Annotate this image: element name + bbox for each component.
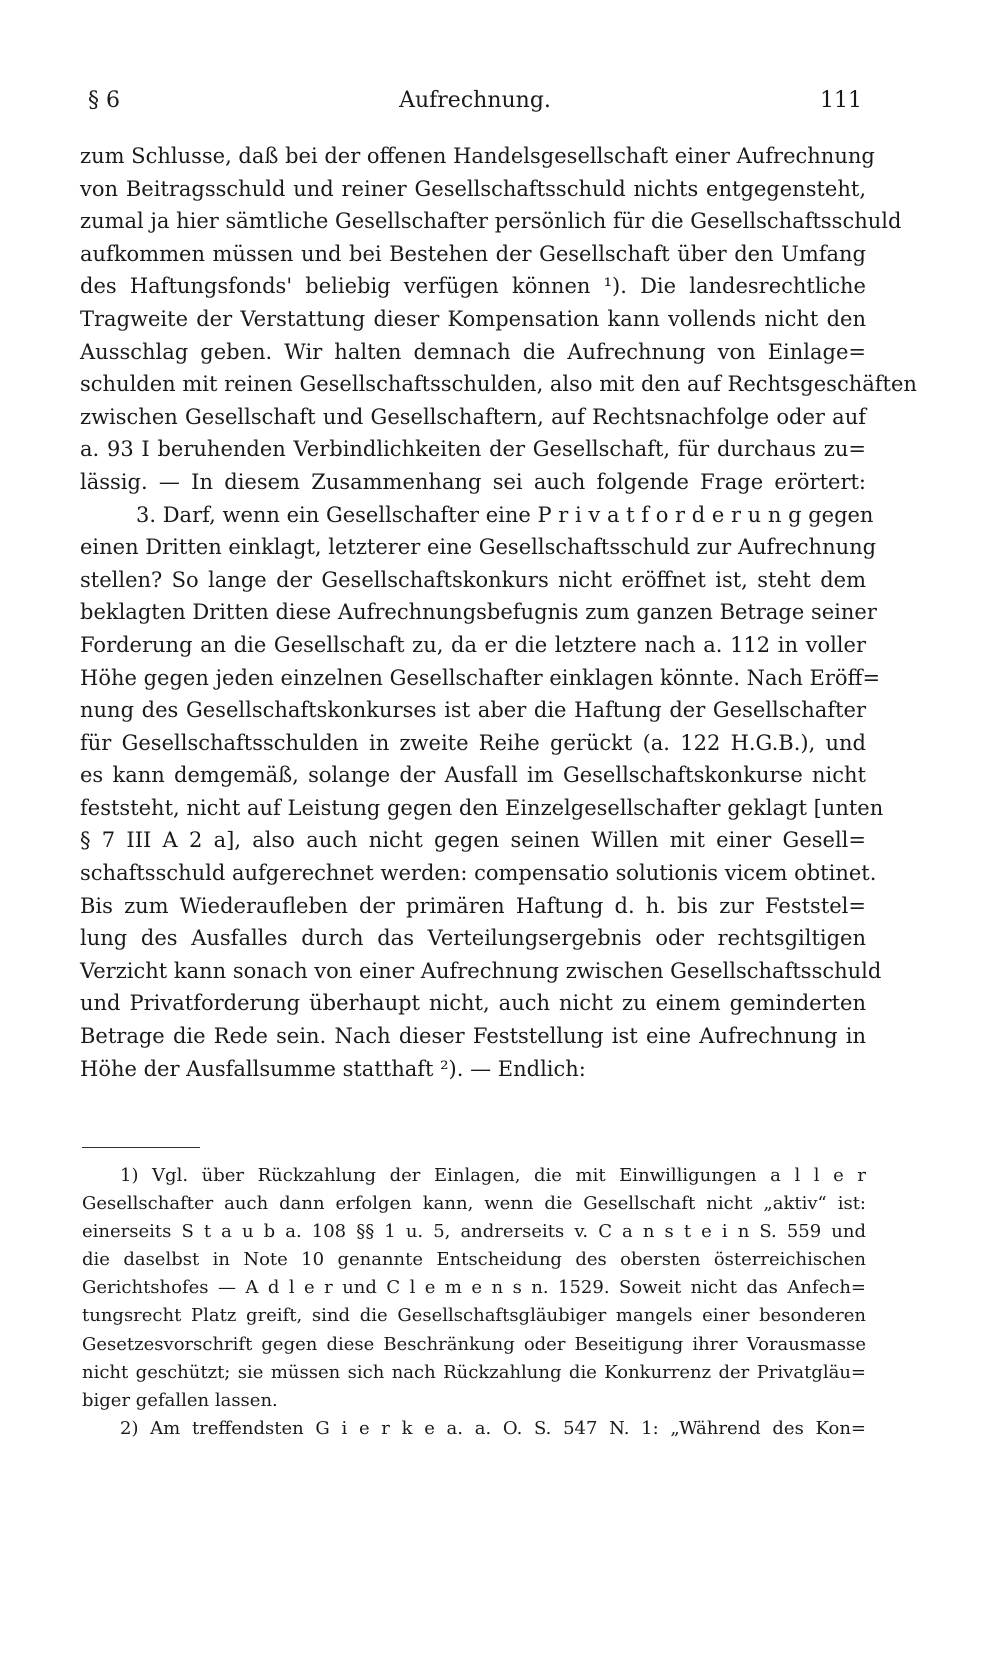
text-line: nung des Gesellschaftskonkurses ist aber die Haftung der Gesellschafter <box>80 698 866 723</box>
text-line: es kann demgemäß, solange der Ausfall im Gesellschaftskonkurse nicht <box>80 763 866 788</box>
main-text <box>80 140 917 1085</box>
text-line: 3. Darf, wenn ein Gesellschafter eine P r i v a t f o r d e r u n g gegen <box>136 502 874 527</box>
text-line: schaftsschuld aufgerechnet werden: compensatio solutionis vicem obtinet. <box>80 861 877 886</box>
footnote-divider <box>82 1147 200 1148</box>
text-line: lässig. — In diesem Zusammenhang sei auch folgende Frage erörtert: <box>80 469 866 494</box>
text-line: Bis zum Wiederaufleben der primären Haftung d. h. bis zur Feststel= <box>80 893 866 918</box>
page-number: 111 <box>820 88 862 113</box>
text-line: § 7 III A 2 a], also auch nicht gegen seinen Willen mit einer Gesell= <box>80 828 866 853</box>
text-line: zwischen Gesellschaft und Gesellschaftern, auf Rechtsnachfolge oder auf <box>80 404 866 429</box>
footnote-line: nicht geschützt; sie müssen sich nach Rückzahlung die Konkurrenz der Privatgläu= <box>82 1361 866 1383</box>
text-line: zumal ja hier sämtliche Gesellschafter persönlich für die Gesellschaftsschuld <box>80 209 902 234</box>
text-line: einen Dritten einklagt, letzterer eine Gesellschaftsschuld zur Aufrechnung <box>80 535 877 560</box>
text-line: stellen? So lange der Gesellschaftskonkurs nicht eröffnet ist, steht dem <box>80 567 866 592</box>
footnote-line: Gesetzesvorschrift gegen diese Beschränkung oder Beseitigung ihrer Vorausmasse <box>82 1333 866 1355</box>
text-line: a. 93 I beruhenden Verbindlichkeiten der Gesellschaft, für durchaus zu= <box>80 437 866 462</box>
running-title: Aufrechnung. <box>399 88 551 113</box>
text-line: und Privatforderung überhaupt nicht, auch nicht zu einem geminderten <box>80 991 866 1016</box>
text-line: Höhe der Ausfallsumme statthaft ²). — Endlich: <box>80 1056 586 1081</box>
footnotes <box>82 1162 866 1443</box>
text-line: Verzicht kann sonach von einer Aufrechnung zwischen Gesellschaftsschuld <box>80 958 882 983</box>
text-line: Tragweite der Verstattung dieser Kompensation kann vollends nicht den <box>80 306 866 331</box>
text-line: Betrage die Rede sein. Nach dieser Feststellung ist eine Aufrechnung in <box>80 1024 866 1049</box>
footnote-line: 1) Vgl. über Rückzahlung der Einlagen, die mit Einwilligungen a l l e r <box>120 1165 866 1186</box>
section-number: § 6 <box>88 88 120 113</box>
text-line: Höhe gegen jeden einzelnen Gesellschafter einklagen könnte. Nach Eröff= <box>80 665 881 690</box>
footnote-line: biger gefallen lassen. <box>82 1389 278 1411</box>
text-line: zum Schlusse, daß bei der offenen Handelsgesellschaft einer Aufrechnung <box>80 144 875 168</box>
text-line: beklagten Dritten diese Aufrechnungsbefugnis zum ganzen Betrage seiner <box>80 600 877 625</box>
footnote-line: die daselbst in Note 10 genannte Entscheidung des obersten österreichischen <box>82 1249 866 1271</box>
footnote-line: Gerichtshofes — A d l e r und C l e m e n s n. 1529. Soweit nicht das Anfech= <box>82 1277 866 1299</box>
running-header <box>88 88 862 124</box>
text-line: schulden mit reinen Gesellschaftsschulden, also mit den auf Rechtsgeschäften <box>80 372 917 397</box>
footnote-line: 2) Am treffendsten G i e r k e a. a. O. S. 547 N. 1: „Während des Kon= <box>120 1417 866 1439</box>
text-line: feststeht, nicht auf Leistung gegen den Einzelgesellschafter geklagt [unten <box>80 795 884 820</box>
footnote-line: tungsrecht Platz greift, sind die Gesellschaftsgläubiger mangels einer besonderen <box>82 1305 866 1327</box>
text-line: von Beitragsschuld und reiner Gesellschaftsschuld nichts entgegensteht, <box>80 176 866 201</box>
footnote-line: einerseits S t a u b a. 108 §§ 1 u. 5, andrerseits v. C a n s t e i n S. 559 und <box>82 1221 866 1243</box>
text-line: lung des Ausfalles durch das Verteilungsergebnis oder rechtsgiltigen <box>80 926 866 951</box>
text-line: Ausschlag geben. Wir halten demnach die Aufrechnung von Einlage= <box>80 339 866 364</box>
text-line: des Haftungsfonds' beliebig verfügen können ¹). Die landesrechtliche <box>80 274 866 299</box>
text-line: für Gesellschaftsschulden in zweite Reihe gerückt (a. 122 H.G.B.), und <box>80 730 866 755</box>
text-line: Forderung an die Gesellschaft zu, da er die letztere nach a. 112 in voller <box>80 632 866 657</box>
footnote-line: Gesellschafter auch dann erfolgen kann, wenn die Gesellschaft nicht „aktiv“ ist: <box>82 1193 866 1215</box>
text-line: aufkommen müssen und bei Bestehen der Gesellschaft über den Umfang <box>80 241 866 266</box>
